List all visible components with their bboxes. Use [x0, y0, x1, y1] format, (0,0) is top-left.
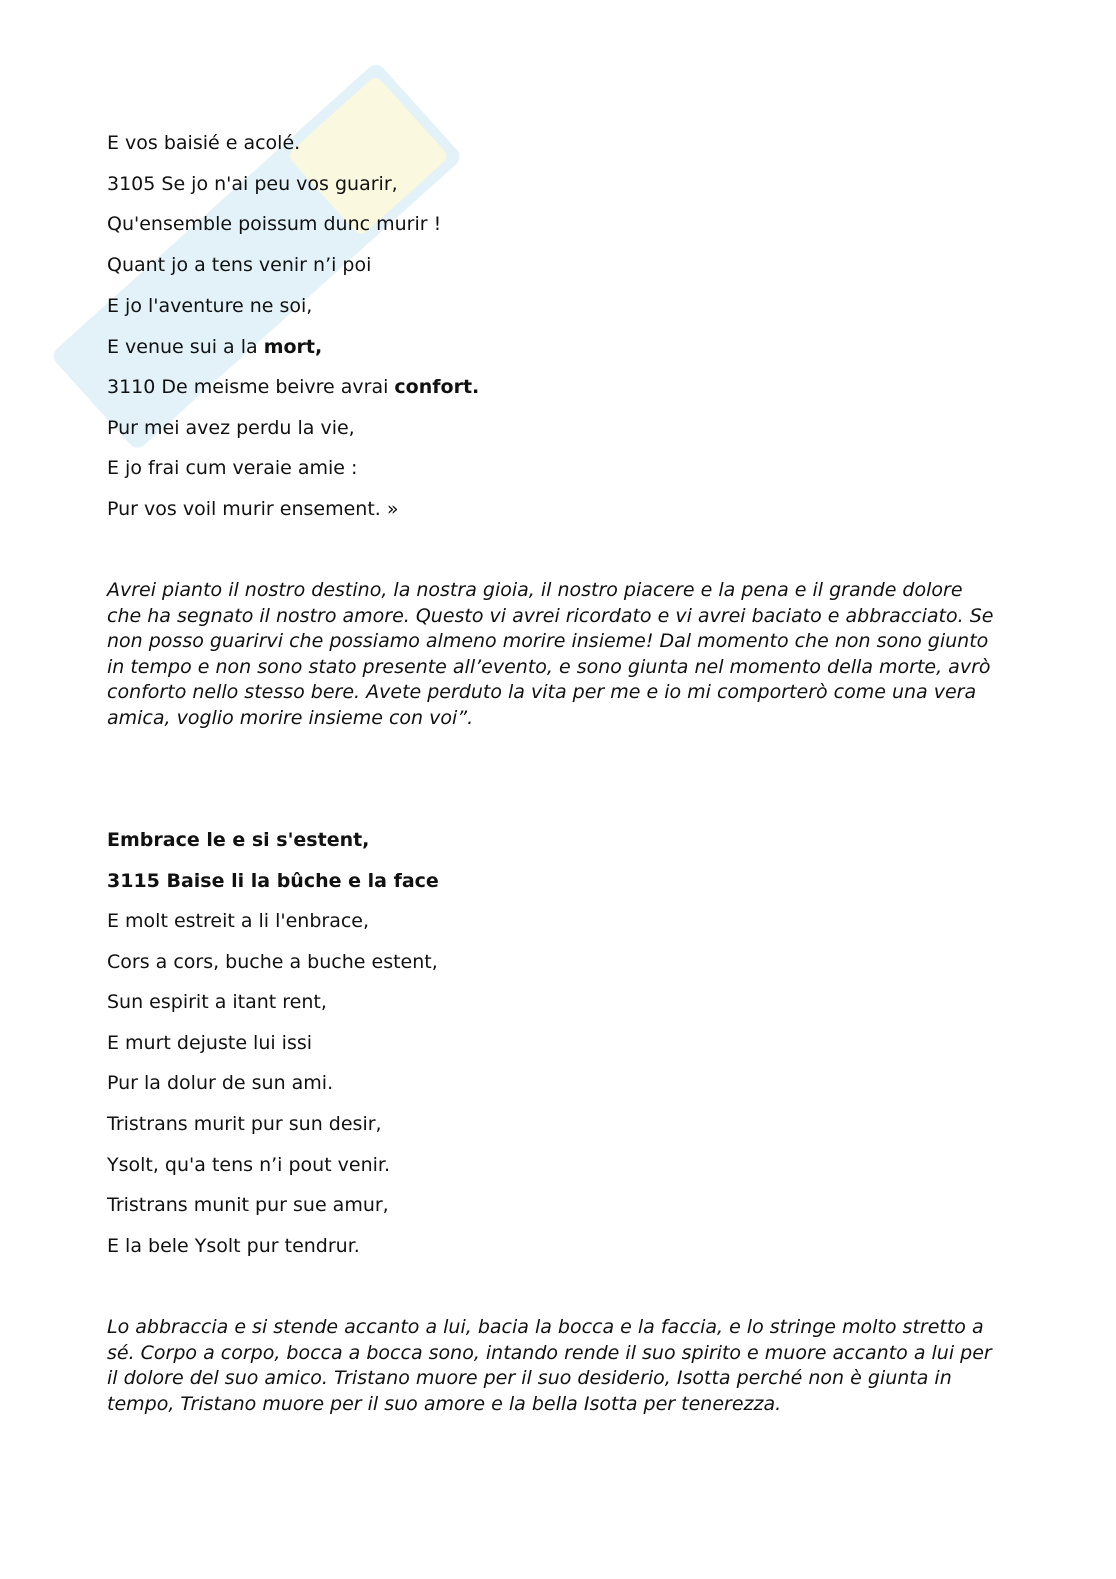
verse-line: Cors a cors, buche a buche estent,	[107, 951, 438, 973]
verse-line-bold: Embrace le e si s'estent,	[107, 829, 370, 851]
verse-line	[107, 375, 479, 399]
verse-bold-word: mort,	[263, 336, 323, 358]
verse-line: Pur vos voil murir ensement. »	[107, 498, 399, 520]
verse-line: Qu'ensemble poissum dunc murir !	[107, 213, 442, 235]
verse-text: 3110 De meisme beivre avrai	[107, 376, 395, 398]
verse-text: E venue sui a la	[107, 336, 264, 358]
verse-line: 3105 Se jo n'ai peu vos guarir,	[107, 173, 398, 195]
verse-line: E la bele Ysolt pur tendrur.	[107, 1235, 360, 1257]
verse-line: Tristrans munit pur sue amur,	[107, 1194, 389, 1216]
verse-line: Pur la dolur de sun ami.	[107, 1072, 334, 1094]
verse-line: E molt estreit a li l'enbrace,	[107, 910, 370, 932]
verse-line: E jo frai cum veraie amie :	[107, 457, 358, 479]
verse-line: E murt dejuste lui issi	[107, 1032, 313, 1054]
verse-line: E jo l'aventure ne soi,	[107, 295, 313, 317]
verse-line: Quant jo a tens venir n’i poi	[107, 254, 372, 276]
verse-line	[107, 335, 322, 359]
verse-line-bold: 3115 Baise li la bûche e la face	[107, 870, 439, 892]
verse-line: E vos baisié e acolé.	[107, 132, 301, 154]
translation-paragraph: Avrei pianto il nostro destino, la nostra gioia, il nostro piacere e la pena e il grande dolore che ha segnato il nostro amore. Questo vi avrei ricordato e vi avrei baciato e abbracciato. Se non posso guarirvi che possiamo almeno morire insieme! Dal momento che non sono giunto in tempo e non sono stato presente all’evento, e sono giunta nel momento della morte, avrò conforto nello stesso bere. Avete perduto la vita per me e io mi comporterò come una vera amica, voglio morire insieme con voi”.	[107, 579, 994, 729]
translation-paragraph: Lo abbraccia e si stende accanto a lui, bacia la bocca e la faccia, e lo stringe molto stretto a sé. Corpo a corpo, bocca a bocca sono, intando rende il suo spirito e muore accanto a lui per il dolore del suo amico. Tristano muore per il suo desiderio, Isotta perché non è giunta in tempo, Tristano muore per il suo amore e la bella Isotta per tenerezza.	[107, 1316, 992, 1415]
verse-line: Tristrans murit pur sun desir,	[107, 1113, 382, 1135]
verse-line: Ysolt, qu'a tens n’i pout venir.	[107, 1154, 391, 1176]
verse-bold-word: confort.	[394, 376, 480, 398]
verse-line: Pur mei avez perdu la vie,	[107, 417, 355, 439]
verse-line: Sun espirit a itant rent,	[107, 991, 327, 1013]
